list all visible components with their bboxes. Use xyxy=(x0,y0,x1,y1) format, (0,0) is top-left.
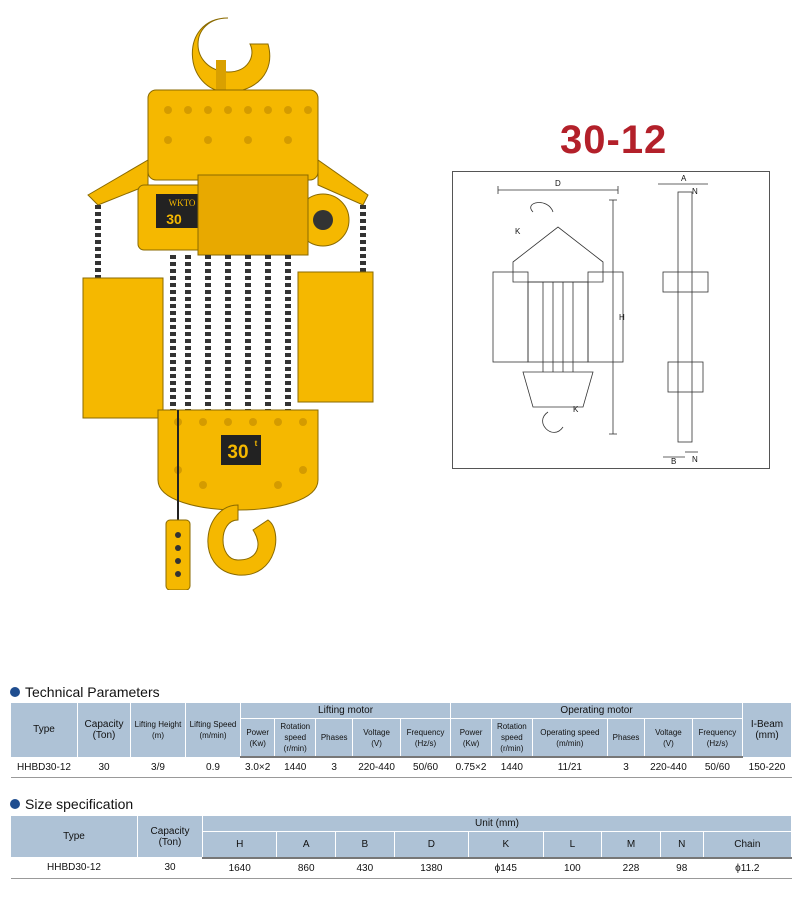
th-lifting-height: Lifting Height (m) xyxy=(131,703,186,758)
th-n: N xyxy=(660,832,703,858)
cell-lifting-speed: 0.9 xyxy=(186,757,241,778)
cell-om-power: 0.75×2 xyxy=(451,757,492,778)
cell-b: 430 xyxy=(336,858,395,879)
th-chain: Chain xyxy=(703,832,791,858)
th-k: K xyxy=(469,832,544,858)
th-ibeam: I-Beam (mm) xyxy=(743,703,792,758)
technical-parameters-table xyxy=(10,702,792,778)
cell-n: 98 xyxy=(660,858,703,879)
th-lifting-motor: Lifting motor xyxy=(241,703,451,719)
cell-h: 1640 xyxy=(203,858,277,879)
cell-type: HHBD30-12 xyxy=(11,757,78,778)
cell-m: 228 xyxy=(602,858,661,879)
th-lm-phases: Phases xyxy=(316,719,353,758)
cell-om-voltage: 220-440 xyxy=(645,757,693,778)
th-lm-frequency: Frequency (Hz/s) xyxy=(400,719,450,758)
drawing-label-n-top: N xyxy=(692,187,698,196)
cell-lm-voltage: 220-440 xyxy=(353,757,401,778)
th-lifting-speed: Lifting Speed (m/min) xyxy=(186,703,241,758)
bullet-icon xyxy=(10,799,20,809)
th-operating-motor: Operating motor xyxy=(451,703,743,719)
th-b: B xyxy=(336,832,395,858)
cell-lm-frequency: 50/60 xyxy=(400,757,450,778)
size-specification-table xyxy=(10,815,792,879)
cell-lifting-height: 3/9 xyxy=(131,757,186,778)
cell-chain: ϕ11.2 xyxy=(703,858,791,879)
cell-l: 100 xyxy=(543,858,602,879)
dimension-drawing xyxy=(452,171,770,469)
size-section-title: Size specification xyxy=(10,796,133,812)
th-h: H xyxy=(203,832,277,858)
lower-capacity-plate: 30 xyxy=(227,442,249,463)
th-a: A xyxy=(277,832,336,858)
lower-capacity-plate-unit: t xyxy=(254,439,258,448)
technical-section-title: Technical Parameters xyxy=(10,684,160,700)
th-l: L xyxy=(543,832,602,858)
cell-ibeam: 150-220 xyxy=(743,757,792,778)
th-capacity: Capacity (Ton) xyxy=(138,816,203,858)
drawing-label-n-bottom: N xyxy=(692,455,698,464)
th-type: Type xyxy=(11,703,78,758)
th-om-power: Power (Kw) xyxy=(451,719,492,758)
cell-d: 1380 xyxy=(394,858,468,879)
th-d: D xyxy=(394,832,468,858)
cell-om-rotation: 1440 xyxy=(491,757,532,778)
cell-type: HHBD30-12 xyxy=(11,858,138,879)
cell-om-phases: 3 xyxy=(607,757,644,778)
th-unit: Unit (mm) xyxy=(203,816,792,832)
th-m: M xyxy=(602,832,661,858)
table-row xyxy=(11,858,792,879)
th-om-voltage: Voltage (V) xyxy=(645,719,693,758)
table-row xyxy=(11,757,792,778)
th-om-phases: Phases xyxy=(607,719,644,758)
cell-om-speed: 11/21 xyxy=(532,757,607,778)
th-capacity: Capacity (Ton) xyxy=(78,703,131,758)
cell-k: ϕ145 xyxy=(469,858,544,879)
cell-capacity: 30 xyxy=(78,757,131,778)
drawing-label-k2: K xyxy=(573,405,579,414)
hoist-illustration xyxy=(78,10,378,590)
brand-plate: WKTO xyxy=(168,198,196,208)
th-lm-rotation: Rotation speed (r/min) xyxy=(275,719,316,758)
cell-capacity: 30 xyxy=(138,858,203,879)
drawing-label-a: A xyxy=(681,174,687,183)
upper-capacity-plate: 30 xyxy=(166,211,182,227)
th-lm-voltage: Voltage (V) xyxy=(353,719,401,758)
model-heading: 30-12 xyxy=(560,118,668,162)
drawing-label-h: H xyxy=(619,313,625,322)
th-om-rotation: Rotation speed (r/min) xyxy=(491,719,532,758)
drawing-svg xyxy=(453,172,769,468)
cell-a: 860 xyxy=(277,858,336,879)
th-lm-power: Power (Kw) xyxy=(241,719,275,758)
bullet-icon xyxy=(10,687,20,697)
cell-lm-power: 3.0×2 xyxy=(241,757,275,778)
th-om-speed: Operating speed (m/min) xyxy=(532,719,607,758)
drawing-label-b: B xyxy=(671,457,677,466)
th-type: Type xyxy=(11,816,138,858)
cell-lm-phases: 3 xyxy=(316,757,353,778)
th-om-frequency: Frequency (Hz/s) xyxy=(692,719,742,758)
drawing-label-k: K xyxy=(515,227,521,236)
cell-lm-rotation: 1440 xyxy=(275,757,316,778)
cell-om-frequency: 50/60 xyxy=(692,757,742,778)
drawing-label-d: D xyxy=(555,179,561,188)
